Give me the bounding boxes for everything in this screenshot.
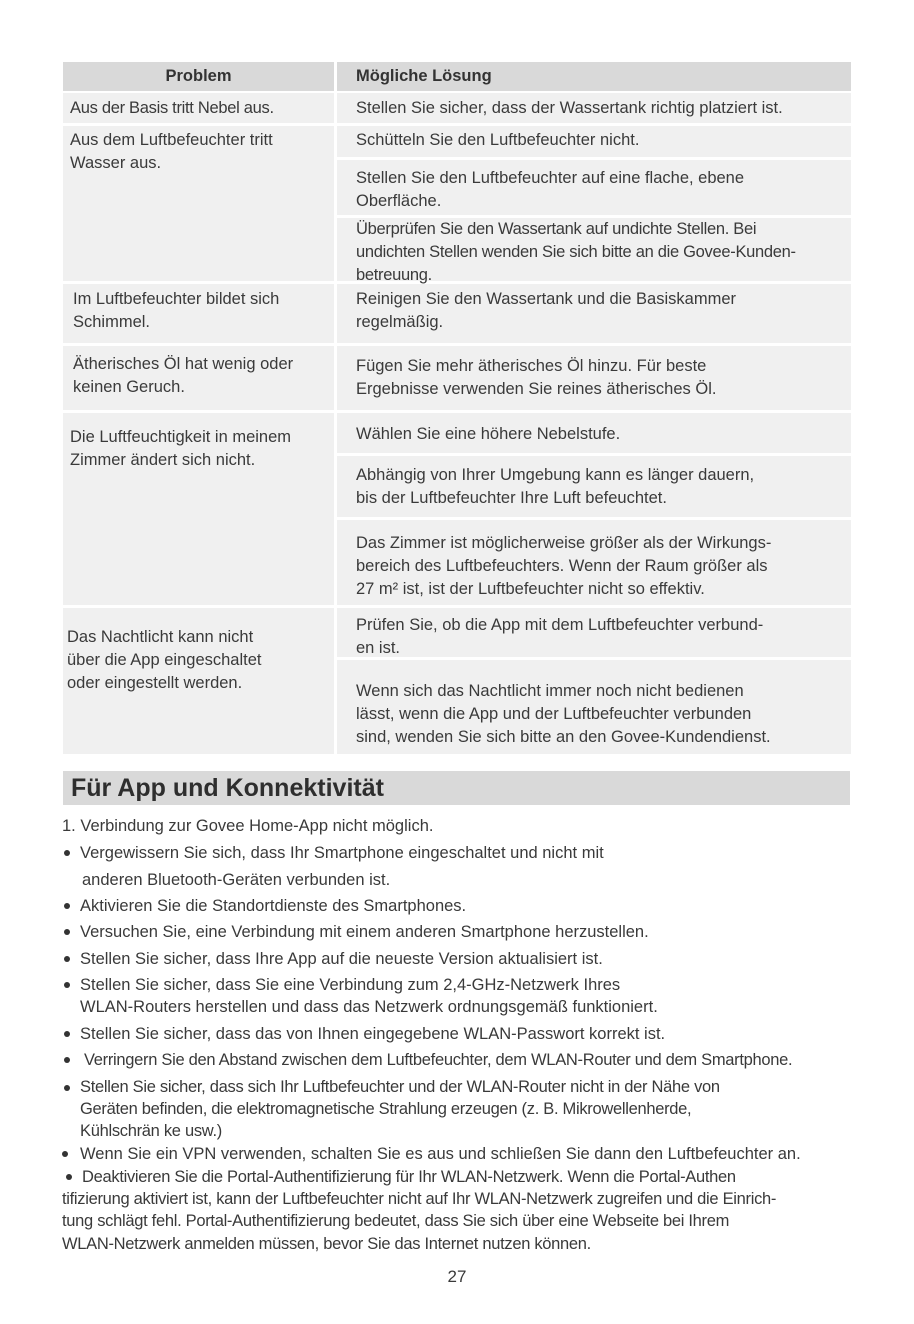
solution-cell-5-2 [337, 456, 851, 517]
bullet-text: WLAN-Routers herstellen und dass das Netzwerk ordnungsgemäß funktioniert. [80, 998, 658, 1016]
bullet-text: tung schlägt fehl. Portal-Authentifizierung bedeutet, dass Sie sich über eine Webseite bei Ihrem [62, 1212, 730, 1230]
solution-cell-2-3 [337, 218, 851, 284]
solution-text: Wenn sich das Nachtlicht immer noch nicht bedienen [356, 682, 744, 700]
bullet-text: anderen Bluetooth-Geräten verbunden ist. [82, 871, 391, 889]
problem-text: Wasser aus. [70, 154, 162, 172]
solution-text: Oberfläche. [356, 192, 442, 210]
solution-text: Schütteln Sie den Luftbefeuchter nicht. [356, 131, 640, 149]
solution-text: Stellen Sie den Luftbefeuchter auf eine flache, ebene [356, 169, 745, 187]
problem-text: über die App eingeschaltet [67, 651, 262, 669]
problem-text: oder eingestellt werden. [67, 674, 243, 692]
problem-cell-4 [63, 346, 334, 410]
solution-text: Abhängig von Ihrer Umgebung kann es länger dauern, [356, 466, 755, 484]
bullet-text: Stellen Sie sicher, dass sich Ihr Luftbefeuchter und der WLAN-Router nicht in der Nähe von [80, 1078, 720, 1096]
page-number: 27 [447, 1267, 467, 1286]
solution-text: Stellen Sie sicher, dass der Wassertank richtig platziert ist. [356, 99, 783, 117]
bullet-icon [64, 956, 70, 962]
problem-text: Das Nachtlicht kann nicht [67, 628, 254, 646]
solution-text: lässt, wenn die App und der Luftbefeuchter verbunden [356, 705, 752, 723]
bullet-text: Verringern Sie den Abstand zwischen dem Luftbefeuchter, dem WLAN-Router und dem Smartphone. [84, 1051, 793, 1069]
bullet-icon [64, 929, 70, 935]
solution-text: 27 m² ist, ist der Luftbefeuchter nicht so effektiv. [356, 580, 705, 598]
problem-text: Aus der Basis tritt Nebel aus. [70, 99, 274, 117]
solution-text: Überprüfen Sie den Wassertank auf undichte Stellen. Bei [356, 220, 757, 238]
solution-cell-5-3 [337, 520, 851, 605]
problem-text: Die Luftfeuchtigkeit in meinem [70, 428, 292, 446]
solution-text: Ergebnisse verwenden Sie reines ätherisches Öl. [356, 380, 717, 398]
bullet-text: Stellen Sie sicher, dass das von Ihnen eingegebene WLAN-Passwort korrekt ist. [80, 1025, 666, 1043]
problem-cell-2 [63, 126, 334, 281]
table-header-solution [337, 62, 851, 91]
problem-cell-5 [63, 413, 334, 605]
problem-cell-3 [63, 284, 334, 343]
bullet-text: Kühlschrän ke usw.) [80, 1122, 222, 1140]
solution-cell-2-2 [337, 160, 851, 215]
bullet-text: Aktivieren Sie die Standortdienste des Smartphones. [80, 897, 467, 915]
table-header-problem [63, 62, 334, 91]
problem-text: Zimmer ändert sich nicht. [70, 451, 256, 469]
bullet-icon [64, 903, 70, 909]
solution-text: sind, wenden Sie sich bitte an den Govee-Kundendienst. [356, 728, 771, 746]
bullet-icon [66, 1174, 72, 1180]
solution-text: Reinigen Sie den Wassertank und die Basiskammer [356, 290, 736, 308]
header-solution-label: Mögliche Lösung [356, 67, 492, 85]
bullet-text: Geräten befinden, die elektromagnetische Strahlung erzeugen (z. B. Mikrowellenherde, [80, 1100, 692, 1118]
header-problem-label: Problem [165, 67, 232, 85]
bullet-text: tifizierung aktiviert ist, kann der Luftbefeuchter nicht auf Ihr WLAN-Netzwerk zugreifen und die Einrich- [62, 1190, 777, 1208]
bullet-text: WLAN-Netzwerk anmelden müssen, bevor Sie das Internet nutzen können. [62, 1235, 591, 1253]
bullet-text: Stellen Sie sicher, dass Sie eine Verbindung zum 2,4-GHz-Netzwerk Ihres [80, 976, 621, 994]
problem-text: Im Luftbefeuchter bildet sich [73, 290, 280, 308]
problem-text: Schimmel. [73, 313, 151, 331]
solution-text: Fügen Sie mehr ätherisches Öl hinzu. Für beste [356, 357, 707, 375]
solution-text: bereich des Luftbefeuchters. Wenn der Raum größer als [356, 557, 768, 575]
solution-text: Wählen Sie eine höhere Nebelstufe. [356, 425, 621, 443]
problem-text: Aus dem Luftbefeuchter tritt [70, 131, 273, 149]
solution-cell-6-2 [337, 660, 851, 754]
solution-cell-3-1 [337, 284, 851, 343]
problem-text: keinen Geruch. [73, 378, 185, 396]
solution-text: en ist. [356, 639, 401, 657]
problem-cell-1 [63, 93, 334, 123]
solution-cell-6-1 [337, 608, 851, 657]
bullet-icon [64, 982, 70, 988]
bullet-icon [64, 1031, 70, 1037]
solution-cell-1-1 [337, 93, 851, 123]
solution-text: betreuung. [356, 266, 432, 284]
solution-text: Das Zimmer ist möglicherweise größer als der Wirkungs- [356, 534, 772, 552]
problem-text: Ätherisches Öl hat wenig oder [73, 355, 294, 373]
solution-text: regelmäßig. [356, 313, 444, 331]
bullet-icon [62, 1151, 68, 1157]
solution-text: bis der Luftbefeuchter Ihre Luft befeuchtet. [356, 489, 667, 507]
solution-text: Prüfen Sie, ob die App mit dem Luftbefeuchter verbund- [356, 616, 764, 634]
solution-text: undichten Stellen wenden Sie sich bitte an die Govee-Kunden- [356, 243, 796, 261]
bullet-text: Versuchen Sie, eine Verbindung mit einem anderen Smartphone herzustellen. [80, 923, 649, 941]
solution-cell-2-1 [337, 126, 851, 157]
section-title: Für App und Konnektivität [63, 771, 850, 805]
numbered-item: 1. Verbindung zur Govee Home-App nicht möglich. [62, 817, 434, 835]
bullet-icon [64, 1057, 70, 1063]
bullet-icon [64, 850, 70, 856]
problem-cell-6 [63, 608, 334, 754]
bullet-text: Stellen Sie sicher, dass Ihre App auf die neueste Version aktualisiert ist. [80, 950, 603, 968]
bullet-text: Deaktivieren Sie die Portal-Authentifizierung für Ihr WLAN-Netzwerk. Wenn die Portal-Authen [82, 1168, 736, 1186]
bullet-icon [64, 1085, 70, 1091]
bullet-text: Vergewissern Sie sich, dass Ihr Smartphone eingeschaltet und nicht mit [80, 844, 604, 862]
solution-cell-4-1 [337, 346, 851, 410]
solution-cell-5-1 [337, 413, 851, 453]
bullet-text: Wenn Sie ein VPN verwenden, schalten Sie es aus und schließen Sie dann den Luftbefeuchter an. [80, 1145, 801, 1163]
